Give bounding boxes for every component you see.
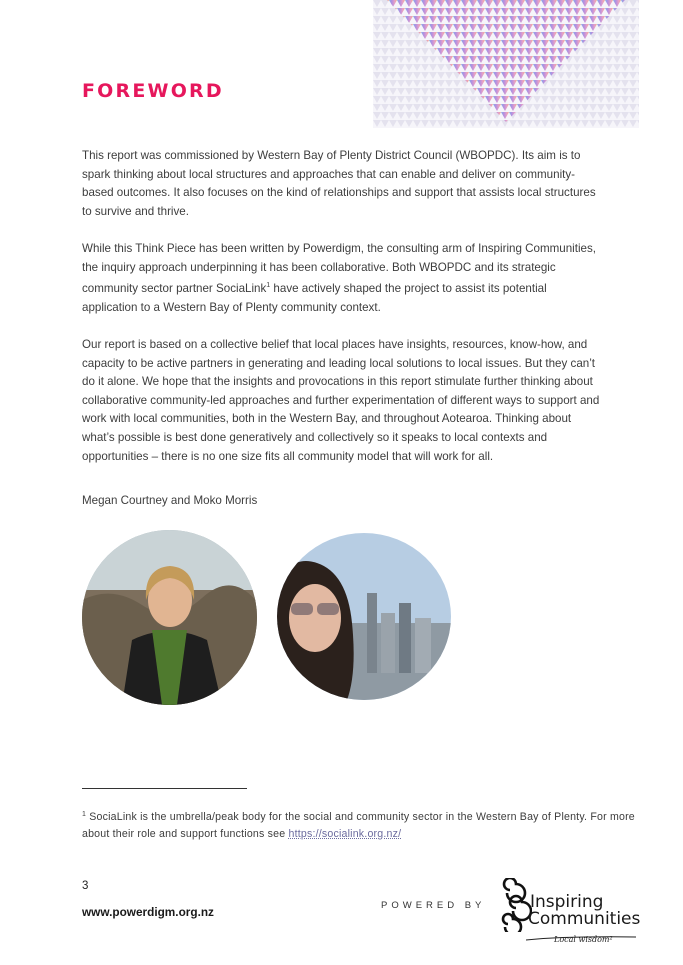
author-photo [277, 533, 451, 700]
powered-by-label: POWERED BY [381, 900, 486, 911]
authors-line: Megan Courtney and Moko Morris [82, 494, 258, 507]
body-text [82, 147, 602, 485]
paragraph: This report was commissioned by Western Bay of Plenty District Council (WBOPDC). Its aim is to spark thinking about local structures and approaches that can enable and deliver on community-based outcomes. It also focuses on the kind of relationships and support that assists local structures to survive and thrive. [82, 149, 596, 218]
paragraph [82, 240, 602, 317]
footnote-number: 1 [82, 811, 87, 818]
website-link[interactable]: www.powerdigm.org.nz [82, 905, 214, 919]
page-heading: FOREWORD [82, 80, 224, 102]
author-photo [82, 530, 257, 705]
footnote-text: SociaLink is the umbrella/peak body for the social and community sector in the Western Bay of Plenty. For more about their role and support functions see [82, 811, 635, 840]
footnote-divider [82, 788, 247, 789]
logo-text: Inspiring [530, 892, 604, 912]
footnote [82, 807, 642, 842]
page-number: 3 [82, 880, 89, 892]
paragraph: Our report is based on a collective belief that local places have insights, resources, know-how, and capacity to be active partners in generating and leading local solutions to local issues. But they can’t do it alone. We hope that the insights and provocations in this report stimulate further thinking about collaborative community-led approaches and further experimentation of different ways to support and work with local communities, both in the Western Bay, and throughout Aotearoa. Thinking about what’s possible is best done generatively and collectively so it speaks to local contexts and opportunities – there is no one size fits all community model that will work for all. [82, 337, 600, 463]
paragraph-text: have actively shaped the project to assist its potential application to a Western Bay of Plenty community context. [82, 282, 547, 314]
footnote-link[interactable]: https://socialink.org.nz/ [288, 827, 402, 840]
inspiring-communities-logo[interactable] [496, 878, 641, 950]
logo-text: Communities [528, 909, 641, 929]
triangle-pattern-graphic [373, 0, 639, 128]
paragraph-text: While this Think Piece has been written by Powerdigm, the consulting arm of Inspiring Communities, the inquiry approach underpinning it has been collaborative. Both WBOPDC and its strategic community sector partner SociaLink [82, 241, 597, 296]
spiral-logo-icon [496, 878, 532, 932]
footnote-reference[interactable]: 1 [266, 282, 271, 290]
logo-tagline: Local wisdom² [554, 935, 613, 944]
